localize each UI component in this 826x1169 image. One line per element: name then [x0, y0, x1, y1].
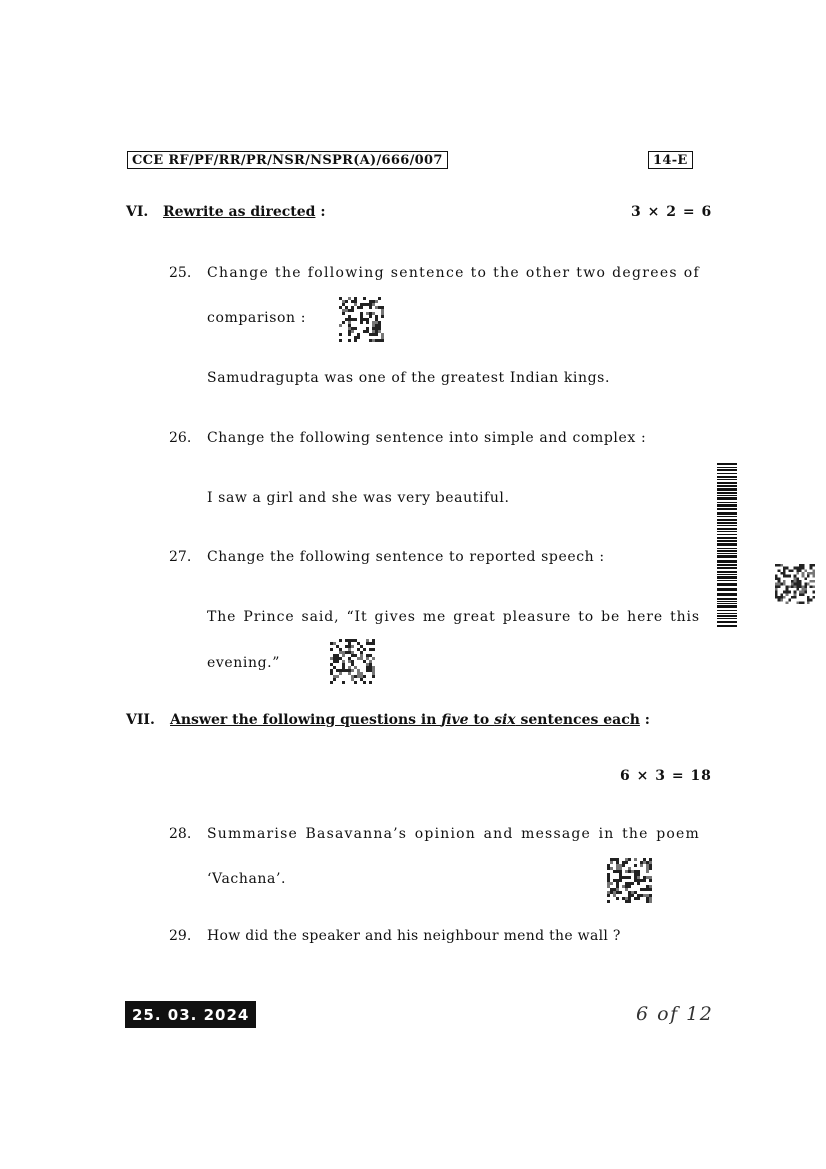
title-part: sentences each [515, 712, 640, 728]
question-text: Change the following sentence into simple and complex : [207, 430, 647, 446]
question-text: How did the speaker and his neighbour mend the wall ? [207, 928, 621, 944]
section-vii-marks: 6 × 3 = 18 [620, 768, 712, 784]
question-sentence: I saw a girl and she was very beautiful. [207, 490, 510, 506]
qr-code-icon [339, 297, 384, 342]
paper-code: CCE RF/PF/RR/PR/NSR/NSPR(A)/666/007 [127, 151, 448, 169]
page-number: 6 of 12 [636, 1003, 714, 1025]
qr-code-icon [330, 639, 375, 684]
title-italic: five [441, 712, 469, 728]
qr-code-icon [607, 858, 652, 903]
title-part: to [468, 712, 495, 728]
question-text: Summarise Basavanna’s opinion and message in the poem [207, 826, 700, 842]
title-part: Answer the following questions in [170, 712, 442, 728]
question-text: Change the following sentence to reported speech : [207, 549, 605, 565]
question-text-continued: ‘Vachana’. [207, 871, 287, 887]
question-sentence: Samudragupta was one of the greatest Indian kings. [207, 370, 611, 386]
question-number: 28. [169, 826, 192, 842]
section-vi-marks: 3 × 2 = 6 [631, 204, 713, 220]
section-vii-colon: : [644, 712, 650, 728]
question-number: 26. [169, 430, 192, 446]
question-text: Change the following sentence to the other two degrees of [207, 265, 700, 281]
title-italic: six [494, 712, 516, 728]
paper-id: 14-E [648, 151, 693, 169]
question-sentence: The Prince said, “It gives me great pleasure to be here this [207, 609, 700, 625]
question-number: 29. [169, 928, 192, 944]
question-number: 25. [169, 265, 192, 281]
section-vii-title [170, 712, 640, 728]
section-vi-title: Rewrite as directed [163, 204, 316, 220]
section-vii-heading [170, 712, 650, 728]
section-vii-number: VII. [126, 712, 155, 728]
barcode-icon [717, 463, 737, 627]
section-vi-number: VI. [126, 204, 149, 220]
qr-code-icon [775, 564, 815, 604]
question-sentence-continued: evening.” [207, 655, 280, 671]
exam-date: 25. 03. 2024 [125, 1001, 256, 1028]
section-vi-colon: : [320, 204, 326, 220]
question-text-continued: comparison : [207, 310, 307, 326]
question-number: 27. [169, 549, 192, 565]
section-vi-heading [163, 204, 326, 220]
